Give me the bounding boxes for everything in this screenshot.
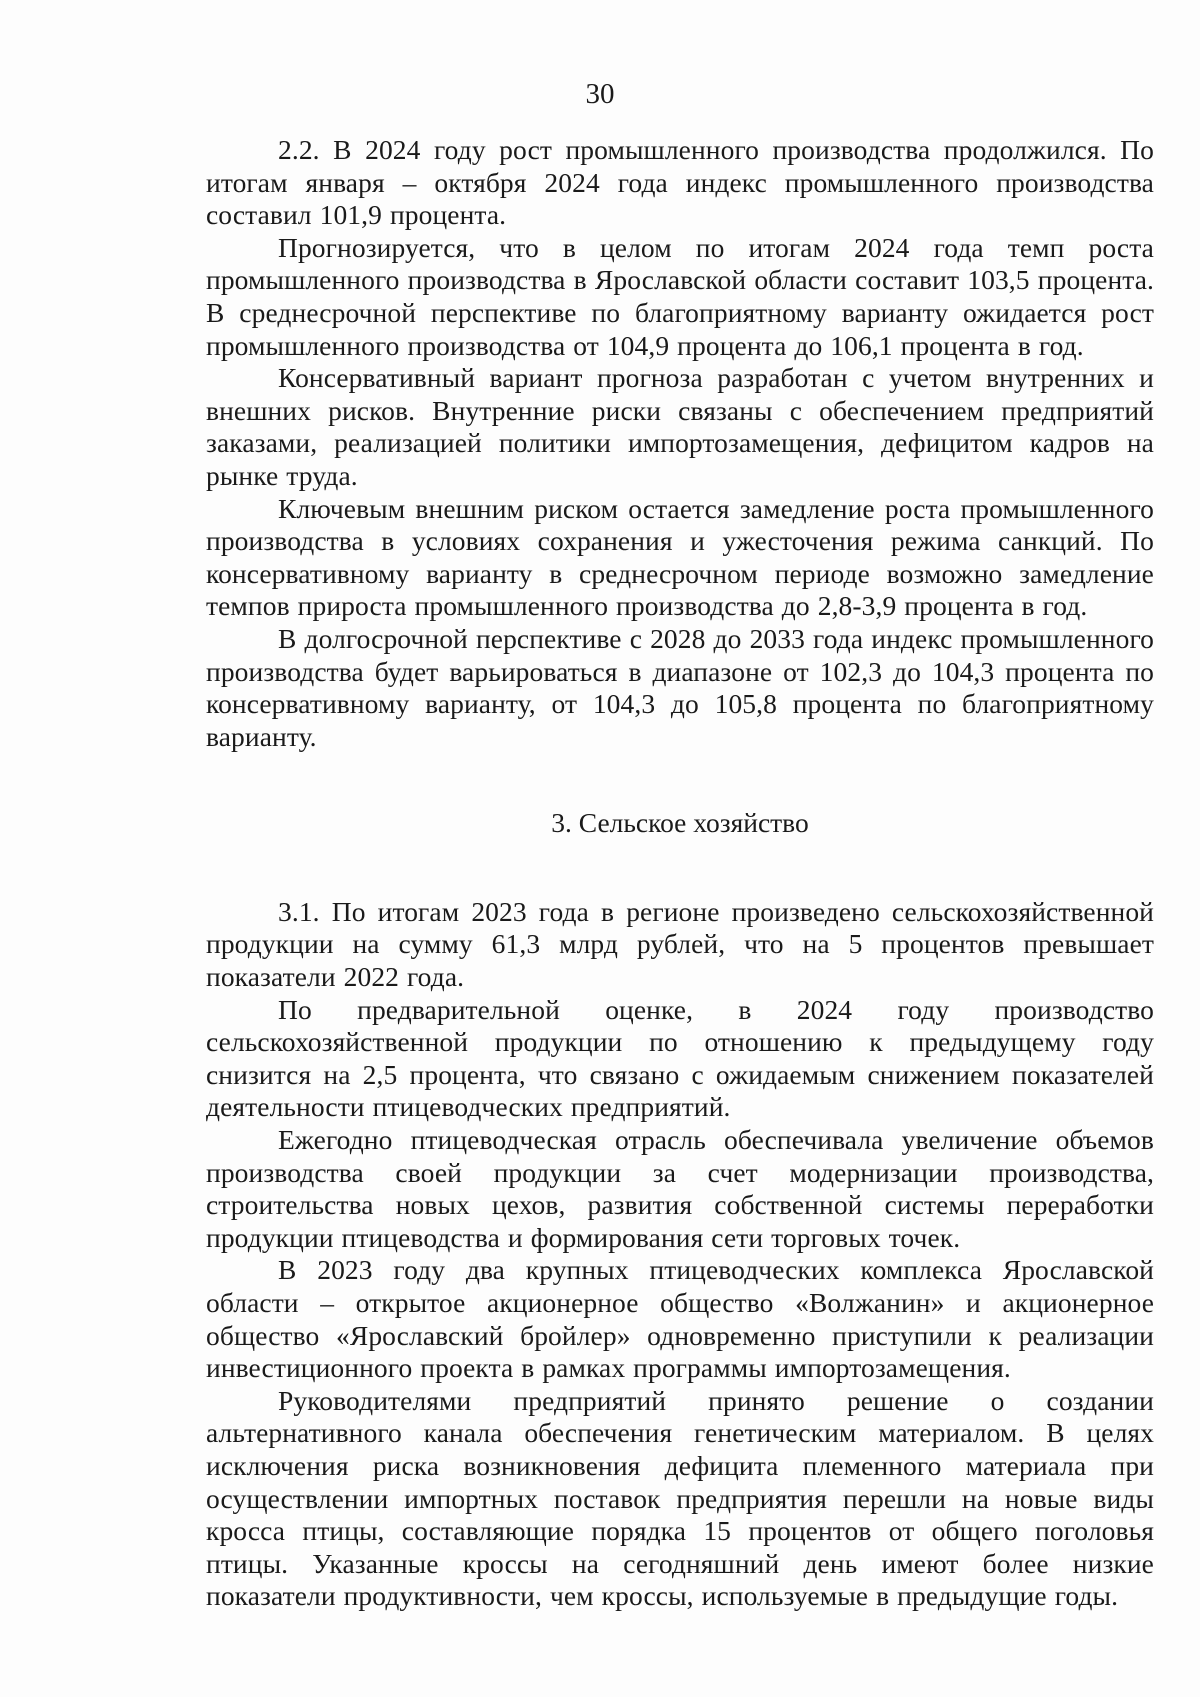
page-number: 30 (585, 78, 615, 110)
paragraph: В долгосрочной перспективе с 2028 до 2033 года индекс промышленного производства будет варьироваться в диапазоне от 102,3 до 104,3 процента по консервативному варианту, от 104,3 до 105,8 процента по благоприятному варианту. (206, 622, 1154, 752)
section-industry (206, 134, 1154, 753)
paragraph: Ежегодно птицеводческая отрасль обеспечивала увеличение объемов производства своей продукции за счет модернизации производства, строительства новых цехов, развития собственной системы переработки продукции птицеводства и формирования сети торговых точек. (206, 1124, 1154, 1253)
paragraph: Прогнозируется, что в целом по итогам 2024 года темп роста промышленного производства в Ярославской области составит 103,5 процента. В среднесрочной перспективе по благоприятному варианту ожидается рост промышленного производства от 104,9 процента до 106,1 процента в год. (206, 231, 1154, 361)
paragraph: Ключевым внешним риском остается замедление роста промышленного производства в условиях сохранения и ужесточения режима санкций. По консервативному варианту в среднесрочном периоде возможно замедление темпов прироста промышленного производства до 2,8-3,9 процента в год. (206, 492, 1154, 622)
section-agriculture (206, 896, 1154, 1613)
paragraph: Руководителями предприятий принято решение о создании альтернативного канала обеспечения генетическим материалом. В целях исключения риска возникновения дефицита племенного материала при осуществлении импортных поставок предприятия перешли на новые виды кросса птицы, составляющие порядка 15 процентов от общего поголовья птицы. Указанные кроссы на сегодняшний день имеют более низкие показатели продуктивности, чем кроссы, используемые в предыдущие годы. (206, 1384, 1154, 1612)
paragraph: Консервативный вариант прогноза разработан с учетом внутренних и внешних рисков. Внутренние риски связаны с обеспечением предприятий заказами, реализацией политики импортозамещения, дефицитом кадров на рынке труда. (206, 362, 1154, 491)
paragraph: В 2023 году два крупных птицеводческих комплекса Ярославской области – открытое акционерное общество «Волжанин» и акционерное общество «Ярославский бройлер» одновременно приступили к реализации инвестиционного проекта в рамках программы импортозамещения. (206, 1254, 1154, 1384)
paragraph: 2.2. В 2024 году рост промышленного производства продолжился. По итогам января – октября 2024 года индекс промышленного производства составил 101,9 процента. (206, 134, 1154, 231)
document-body (206, 134, 1154, 1613)
paragraph: По предварительной оценке, в 2024 году производство сельскохозяйственной продукции по отношению к предыдущему году снизится на 2,5 процента, что связано с ожидаемым снижением показателей деятельности птицеводческих предприятий. (206, 993, 1154, 1123)
paragraph: 3.1. По итогам 2023 года в регионе произведено сельскохозяйственной продукции на сумму 61,3 млрд рублей, что на 5 процентов превышает показатели 2022 года. (206, 895, 1154, 993)
section-heading: 3. Сельское хозяйство (551, 807, 809, 839)
